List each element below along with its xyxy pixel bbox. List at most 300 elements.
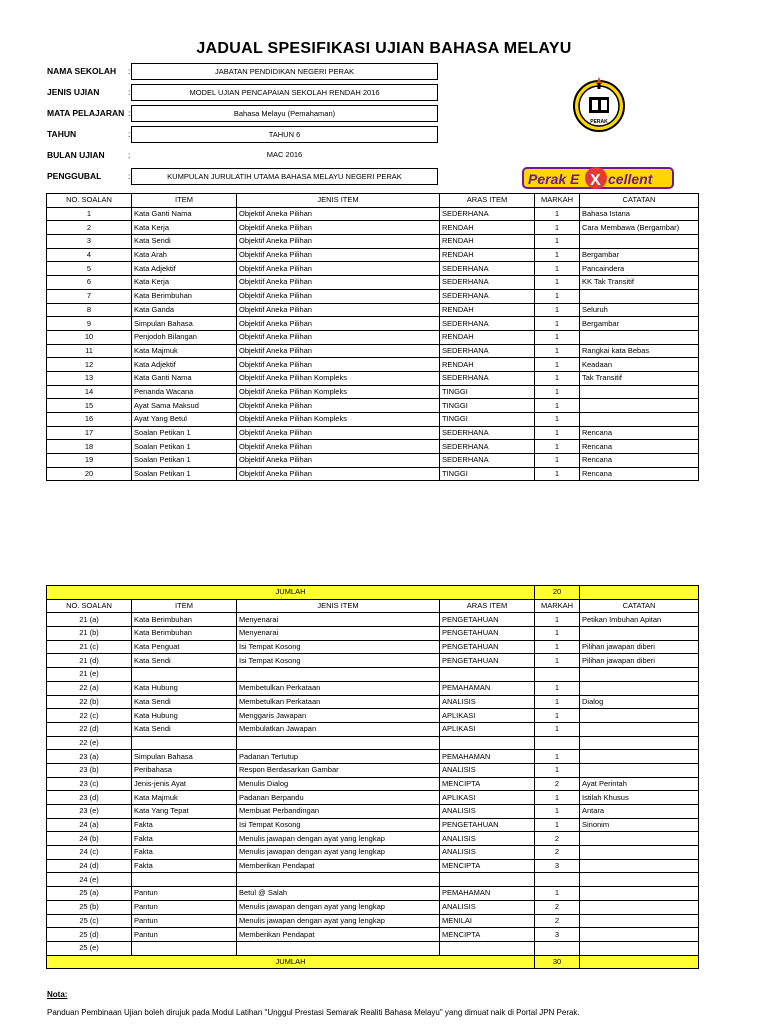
table-cell: Bahasa Istana bbox=[580, 207, 699, 221]
table-cell: Menulis jawapan dengan ayat yang lengkap bbox=[237, 832, 440, 846]
table-cell: Pantun bbox=[132, 900, 237, 914]
table-cell: 1 bbox=[535, 627, 580, 641]
total-row bbox=[47, 955, 699, 969]
table-row bbox=[47, 846, 699, 860]
table-cell: 1 bbox=[535, 440, 580, 454]
table-cell bbox=[535, 668, 580, 682]
table-cell: 23 (b) bbox=[47, 763, 132, 777]
table-cell: 23 (d) bbox=[47, 791, 132, 805]
table-cell: Isi Tempat Kosong bbox=[237, 640, 440, 654]
spec-table-subjective bbox=[46, 585, 699, 969]
table-cell bbox=[580, 709, 699, 723]
table-cell: 1 bbox=[535, 613, 580, 627]
table-row bbox=[47, 654, 699, 668]
table-cell: PENGETAHUAN bbox=[440, 613, 535, 627]
table-cell: 23 (a) bbox=[47, 750, 132, 764]
table-row bbox=[47, 887, 699, 901]
table-cell: SEDERHANA bbox=[440, 344, 535, 358]
table-cell: Objektif Aneka Pilihan bbox=[237, 235, 440, 249]
table-cell: PENGETAHUAN bbox=[440, 640, 535, 654]
table-row bbox=[47, 777, 699, 791]
table-cell: APLIKASI bbox=[440, 791, 535, 805]
table-cell: MENILAI bbox=[440, 914, 535, 928]
table-row bbox=[47, 613, 699, 627]
table-cell: TINGGI bbox=[440, 399, 535, 413]
table-cell: Membetulkan Perkataan bbox=[237, 681, 440, 695]
table-cell: RENDAH bbox=[440, 303, 535, 317]
table-cell: 16 bbox=[47, 413, 132, 427]
table-cell: 1 bbox=[535, 454, 580, 468]
table-cell: 13 bbox=[47, 371, 132, 385]
table-cell: SEDERHANA bbox=[440, 262, 535, 276]
table-cell: 1 bbox=[535, 640, 580, 654]
table-cell: SEDERHANA bbox=[440, 371, 535, 385]
info-label: BULAN UJIAN bbox=[47, 150, 105, 160]
table-cell: Pantun bbox=[132, 887, 237, 901]
table-cell: 24 (d) bbox=[47, 859, 132, 873]
table-cell: Objektif Aneka Pilihan Kompleks bbox=[237, 371, 440, 385]
table-cell: Objektif Aneka Pilihan bbox=[237, 399, 440, 413]
table-row bbox=[47, 791, 699, 805]
column-header: MARKAH bbox=[535, 599, 580, 613]
table-row bbox=[47, 736, 699, 750]
table-cell: Membetulkan Perkataan bbox=[237, 695, 440, 709]
table-cell: Pilihan jawapan diberi bbox=[580, 640, 699, 654]
table-cell: Betul @ Salah bbox=[237, 887, 440, 901]
table-row bbox=[47, 873, 699, 887]
table-cell: Kata Majmuk bbox=[132, 791, 237, 805]
table-cell: 1 bbox=[535, 467, 580, 481]
column-header: MARKAH bbox=[535, 194, 580, 208]
total-label: JUMLAH bbox=[47, 586, 535, 600]
table-cell: Menggaris Jawapan bbox=[237, 709, 440, 723]
spec-table-objective bbox=[46, 193, 699, 481]
table-cell: 2 bbox=[47, 221, 132, 235]
total-row bbox=[47, 586, 699, 600]
table-cell: 2 bbox=[535, 777, 580, 791]
table-cell: 1 bbox=[535, 681, 580, 695]
table-row bbox=[47, 262, 699, 276]
info-colon: : bbox=[128, 150, 131, 160]
table-cell: 22 (d) bbox=[47, 722, 132, 736]
info-colon: : bbox=[128, 171, 131, 181]
table-cell: ANALISIS bbox=[440, 695, 535, 709]
table-row bbox=[47, 454, 699, 468]
table-cell: Objektif Aneka Pilihan Kompleks bbox=[237, 413, 440, 427]
table-cell bbox=[580, 928, 699, 942]
column-header: NO. SOALAN bbox=[47, 599, 132, 613]
table-row bbox=[47, 330, 699, 344]
table-cell: 14 bbox=[47, 385, 132, 399]
column-header: JENIS ITEM bbox=[237, 194, 440, 208]
table-cell: RENDAH bbox=[440, 358, 535, 372]
table-cell: 3 bbox=[47, 235, 132, 249]
table-row bbox=[47, 750, 699, 764]
table-cell bbox=[580, 873, 699, 887]
info-value: TAHUN 6 bbox=[131, 126, 438, 143]
table-cell: SEDERHANA bbox=[440, 317, 535, 331]
table-cell: Penjodoh Bilangan bbox=[132, 330, 237, 344]
table-cell: 1 bbox=[535, 276, 580, 290]
table-cell: Penanda Wacana bbox=[132, 385, 237, 399]
table-row bbox=[47, 317, 699, 331]
table-cell: 1 bbox=[535, 399, 580, 413]
table-row bbox=[47, 289, 699, 303]
table-cell: SEDERHANA bbox=[440, 276, 535, 290]
table-cell: 1 bbox=[535, 289, 580, 303]
table-cell: 24 (b) bbox=[47, 832, 132, 846]
table-cell: Padanan Tertutup bbox=[237, 750, 440, 764]
table-row bbox=[47, 709, 699, 723]
info-label: NAMA SEKOLAH bbox=[47, 66, 117, 76]
table-cell: 19 bbox=[47, 454, 132, 468]
table-cell bbox=[535, 941, 580, 955]
table-cell: Seluruh bbox=[580, 303, 699, 317]
table-cell: Kata Hubung bbox=[132, 681, 237, 695]
table-cell: Petikan Imbuhan Apitan bbox=[580, 613, 699, 627]
table-cell: Kata Yang Tepat bbox=[132, 805, 237, 819]
table-cell: Jenis-jenis Ayat bbox=[132, 777, 237, 791]
table-cell: Objektif Aneka Pilihan bbox=[237, 317, 440, 331]
table-cell: APLIKASI bbox=[440, 709, 535, 723]
info-value: Bahasa Melayu (Pemahaman) bbox=[131, 105, 438, 122]
info-value: KUMPULAN JURULATIH UTAMA BAHASA MELAYU NEGERI PERAK bbox=[131, 168, 438, 185]
table-row bbox=[47, 722, 699, 736]
table-cell: Kata Ganda bbox=[132, 303, 237, 317]
table-cell: Kata Sendi bbox=[132, 722, 237, 736]
table-cell bbox=[580, 289, 699, 303]
table-cell: 25 (b) bbox=[47, 900, 132, 914]
table-cell: 24 (e) bbox=[47, 873, 132, 887]
table-header-row bbox=[47, 194, 699, 208]
table-cell: 2 bbox=[535, 846, 580, 860]
table-cell bbox=[580, 846, 699, 860]
table-cell: Kata Sendi bbox=[132, 235, 237, 249]
table-row bbox=[47, 385, 699, 399]
table-row bbox=[47, 358, 699, 372]
column-header: CATATAN bbox=[580, 194, 699, 208]
table-cell: 24 (a) bbox=[47, 818, 132, 832]
table-cell: PENGETAHUAN bbox=[440, 627, 535, 641]
table-cell bbox=[132, 736, 237, 750]
table-cell: SEDERHANA bbox=[440, 454, 535, 468]
table-cell: Objektif Aneka Pilihan bbox=[237, 303, 440, 317]
table-row bbox=[47, 221, 699, 235]
table-cell: Ayat Yang Betul bbox=[132, 413, 237, 427]
info-label: TAHUN bbox=[47, 129, 77, 139]
perak-excellent-logo bbox=[522, 165, 674, 191]
table-cell bbox=[580, 941, 699, 955]
table-cell bbox=[237, 668, 440, 682]
table-cell: 17 bbox=[47, 426, 132, 440]
table-row bbox=[47, 818, 699, 832]
table-cell: 25 (c) bbox=[47, 914, 132, 928]
table-cell: Simpulan Bahasa bbox=[132, 750, 237, 764]
table-cell: Objektif Aneka Pilihan Kompleks bbox=[237, 385, 440, 399]
table-row bbox=[47, 399, 699, 413]
table-cell: RENDAH bbox=[440, 221, 535, 235]
table-cell bbox=[580, 750, 699, 764]
table-cell: 7 bbox=[47, 289, 132, 303]
table-cell bbox=[440, 873, 535, 887]
table-cell: 25 (a) bbox=[47, 887, 132, 901]
table-cell: Menulis jawapan dengan ayat yang lengkap bbox=[237, 846, 440, 860]
table-header-row bbox=[47, 599, 699, 613]
table-cell: Respon Berdasarkan Gambar bbox=[237, 763, 440, 777]
table-cell: 1 bbox=[535, 426, 580, 440]
table-cell: Memberikan Pendapat bbox=[237, 928, 440, 942]
table-cell bbox=[580, 627, 699, 641]
table-cell: Kata Berimbuhan bbox=[132, 613, 237, 627]
info-colon: : bbox=[128, 66, 131, 76]
table-row bbox=[47, 928, 699, 942]
total-value: 30 bbox=[535, 955, 580, 969]
table-cell bbox=[132, 668, 237, 682]
table-cell: Ayat Sama Maksud bbox=[132, 399, 237, 413]
table-cell: PENGETAHUAN bbox=[440, 654, 535, 668]
table-row bbox=[47, 763, 699, 777]
info-colon: : bbox=[128, 108, 131, 118]
table-row bbox=[47, 914, 699, 928]
table-cell: Objektif Aneka Pilihan bbox=[237, 440, 440, 454]
table-cell: Isi Tempat Kosong bbox=[237, 654, 440, 668]
column-header: CATATAN bbox=[580, 599, 699, 613]
table-cell: Objektif Aneka Pilihan bbox=[237, 276, 440, 290]
table-cell: Soalan Petikan 1 bbox=[132, 467, 237, 481]
info-value: MAC 2016 bbox=[266, 150, 303, 159]
table-cell bbox=[580, 887, 699, 901]
table-row bbox=[47, 426, 699, 440]
table-row bbox=[47, 248, 699, 262]
table-cell bbox=[440, 941, 535, 955]
table-cell: Menulis jawapan dengan ayat yang lengkap bbox=[237, 914, 440, 928]
table-cell: SEDERHANA bbox=[440, 207, 535, 221]
total-empty bbox=[580, 955, 699, 969]
table-cell: 1 bbox=[535, 235, 580, 249]
table-cell: SEDERHANA bbox=[440, 440, 535, 454]
table-cell bbox=[440, 668, 535, 682]
table-cell: Objektif Aneka Pilihan bbox=[237, 344, 440, 358]
table-cell: RENDAH bbox=[440, 248, 535, 262]
table-cell: 1 bbox=[535, 303, 580, 317]
table-cell: 1 bbox=[535, 763, 580, 777]
table-row bbox=[47, 413, 699, 427]
table-cell: 1 bbox=[535, 248, 580, 262]
table-cell: 1 bbox=[535, 722, 580, 736]
brand-text-3: X bbox=[590, 172, 601, 189]
table-cell bbox=[132, 873, 237, 887]
table-cell: Kata Ganti Nama bbox=[132, 371, 237, 385]
table-row bbox=[47, 695, 699, 709]
table-cell: Kata Majmuk bbox=[132, 344, 237, 358]
table-cell bbox=[580, 736, 699, 750]
table-cell: Objektif Aneka Pilihan bbox=[237, 358, 440, 372]
table-cell: 9 bbox=[47, 317, 132, 331]
table-cell: Kata Adjektif bbox=[132, 358, 237, 372]
table-cell: 1 bbox=[535, 709, 580, 723]
table-cell: TINGGI bbox=[440, 413, 535, 427]
table-cell bbox=[535, 736, 580, 750]
table-cell: 3 bbox=[535, 859, 580, 873]
logo-caption: PERAK bbox=[590, 119, 608, 125]
note-heading: Nota: bbox=[47, 990, 68, 999]
table-cell: 22 (b) bbox=[47, 695, 132, 709]
info-value: MODEL UJIAN PENCAPAIAN SEKOLAH RENDAH 2016 bbox=[131, 84, 438, 101]
table-cell: Padanan Berpandu bbox=[237, 791, 440, 805]
table-row bbox=[47, 371, 699, 385]
info-label: PENGGUBAL bbox=[47, 171, 102, 181]
table-cell: PEMAHAMAN bbox=[440, 750, 535, 764]
table-cell: ANALISIS bbox=[440, 763, 535, 777]
table-cell: MENCIPTA bbox=[440, 777, 535, 791]
table-cell: 1 bbox=[535, 887, 580, 901]
table-cell: 1 bbox=[47, 207, 132, 221]
table-cell: Objektif Aneka Pilihan bbox=[237, 454, 440, 468]
table-cell: 5 bbox=[47, 262, 132, 276]
table-cell: Pancaindera bbox=[580, 262, 699, 276]
total-label: JUMLAH bbox=[47, 955, 535, 969]
table-cell bbox=[132, 941, 237, 955]
table-cell: Bergambar bbox=[580, 248, 699, 262]
table-cell: 4 bbox=[47, 248, 132, 262]
table-cell: Tak Transitif bbox=[580, 371, 699, 385]
table-row bbox=[47, 832, 699, 846]
table-row bbox=[47, 467, 699, 481]
table-cell: 8 bbox=[47, 303, 132, 317]
table-cell: Menulis jawapan dengan ayat yang lengkap bbox=[237, 900, 440, 914]
table-cell: PENGETAHUAN bbox=[440, 818, 535, 832]
table-row bbox=[47, 859, 699, 873]
table-cell: Pantun bbox=[132, 914, 237, 928]
table-cell: 21 (a) bbox=[47, 613, 132, 627]
table-cell bbox=[580, 385, 699, 399]
table-cell: MENCIPTA bbox=[440, 859, 535, 873]
table-cell: 1 bbox=[535, 330, 580, 344]
column-header: JENIS ITEM bbox=[237, 599, 440, 613]
table-cell: Kata Sendi bbox=[132, 695, 237, 709]
table-cell: 6 bbox=[47, 276, 132, 290]
table-cell: Menyenarai bbox=[237, 627, 440, 641]
table-cell: 1 bbox=[535, 317, 580, 331]
table-cell bbox=[580, 763, 699, 777]
table-cell: Kata Kerja bbox=[132, 221, 237, 235]
table-cell: 1 bbox=[535, 358, 580, 372]
table-cell: APLIKASI bbox=[440, 722, 535, 736]
table-cell: Objektif Aneka Pilihan bbox=[237, 207, 440, 221]
table-cell: Fakta bbox=[132, 846, 237, 860]
page-title: JADUAL SPESIFIKASI UJIAN BAHASA MELAYU bbox=[196, 40, 572, 57]
table-cell: 21 (b) bbox=[47, 627, 132, 641]
table-cell: 1 bbox=[535, 344, 580, 358]
table-cell: 3 bbox=[535, 928, 580, 942]
table-cell bbox=[580, 668, 699, 682]
brand-text-4: cellent bbox=[608, 171, 653, 187]
table-cell: 1 bbox=[535, 221, 580, 235]
table-row bbox=[47, 668, 699, 682]
table-cell: 21 (c) bbox=[47, 640, 132, 654]
table-cell: Rangkai kata Bebas bbox=[580, 344, 699, 358]
table-cell: 1 bbox=[535, 385, 580, 399]
table-cell: Soalan Petikan 1 bbox=[132, 426, 237, 440]
table-cell: RENDAH bbox=[440, 330, 535, 344]
table-cell: Cara Membawa (Bergambar) bbox=[580, 221, 699, 235]
table-cell bbox=[237, 873, 440, 887]
table-cell: 21 (d) bbox=[47, 654, 132, 668]
column-header: NO. SOALAN bbox=[47, 194, 132, 208]
table-cell: Dialog bbox=[580, 695, 699, 709]
table-cell: Objektif Aneka Pilihan bbox=[237, 330, 440, 344]
table-cell: Fakta bbox=[132, 859, 237, 873]
table-cell bbox=[535, 873, 580, 887]
column-header: ITEM bbox=[132, 599, 237, 613]
table-row bbox=[47, 900, 699, 914]
table-cell: 12 bbox=[47, 358, 132, 372]
table-cell: Soalan Petikan 1 bbox=[132, 454, 237, 468]
table-cell: SEDERHANA bbox=[440, 426, 535, 440]
table-cell: 20 bbox=[47, 467, 132, 481]
table-cell bbox=[580, 330, 699, 344]
table-row bbox=[47, 344, 699, 358]
table-cell: Kata Arah bbox=[132, 248, 237, 262]
table-cell: Pantun bbox=[132, 928, 237, 942]
table-cell: Keadaan bbox=[580, 358, 699, 372]
table-cell bbox=[580, 413, 699, 427]
table-row bbox=[47, 627, 699, 641]
table-cell: Membuat Perbandingan bbox=[237, 805, 440, 819]
note-text: Panduan Pembinaan Ujian boleh dirujuk pada Modul Latihan "Unggul Prestasi Semarak Realiti Bahasa Melayu" yang dimuat naik di Portal JPN Perak. bbox=[47, 1008, 580, 1017]
table-row bbox=[47, 207, 699, 221]
info-value: JABATAN PENDIDIKAN NEGERI PERAK bbox=[131, 63, 438, 80]
table-cell: ANALISIS bbox=[440, 900, 535, 914]
table-cell: Antara bbox=[580, 805, 699, 819]
table-cell bbox=[580, 399, 699, 413]
table-cell: Objektif Aneka Pilihan bbox=[237, 467, 440, 481]
table-cell: Rencana bbox=[580, 454, 699, 468]
table-cell: 22 (c) bbox=[47, 709, 132, 723]
table-cell: Membulatkan Jawapan bbox=[237, 722, 440, 736]
table-cell: MENCIPTA bbox=[440, 928, 535, 942]
table-cell: 25 (e) bbox=[47, 941, 132, 955]
table-cell: Kata Ganti Nama bbox=[132, 207, 237, 221]
table-cell: Kata Berimbuhan bbox=[132, 289, 237, 303]
table-cell: Pilihan jawapan diberi bbox=[580, 654, 699, 668]
table-cell: Kata Adjektif bbox=[132, 262, 237, 276]
table-cell: 11 bbox=[47, 344, 132, 358]
table-row bbox=[47, 681, 699, 695]
table-cell: Sinonim bbox=[580, 818, 699, 832]
info-label: JENIS UJIAN bbox=[47, 87, 100, 97]
table-row bbox=[47, 303, 699, 317]
table-cell: 21 (e) bbox=[47, 668, 132, 682]
table-cell bbox=[580, 681, 699, 695]
table-cell: Rencana bbox=[580, 440, 699, 454]
table-cell bbox=[237, 941, 440, 955]
total-value: 20 bbox=[535, 586, 580, 600]
table-cell: 1 bbox=[535, 262, 580, 276]
state-crest-logo bbox=[570, 75, 628, 133]
table-cell: Rencana bbox=[580, 426, 699, 440]
table-cell: Kata Hubung bbox=[132, 709, 237, 723]
brand-text-2: E bbox=[570, 171, 580, 187]
table-cell: KK Tak Transitif bbox=[580, 276, 699, 290]
table-cell bbox=[237, 736, 440, 750]
table-cell: ANALISIS bbox=[440, 832, 535, 846]
table-cell: Objektif Aneka Pilihan bbox=[237, 262, 440, 276]
table-cell: ANALISIS bbox=[440, 805, 535, 819]
table-cell: Kata Penguat bbox=[132, 640, 237, 654]
table-cell: Fakta bbox=[132, 818, 237, 832]
table-cell: Menyenarai bbox=[237, 613, 440, 627]
